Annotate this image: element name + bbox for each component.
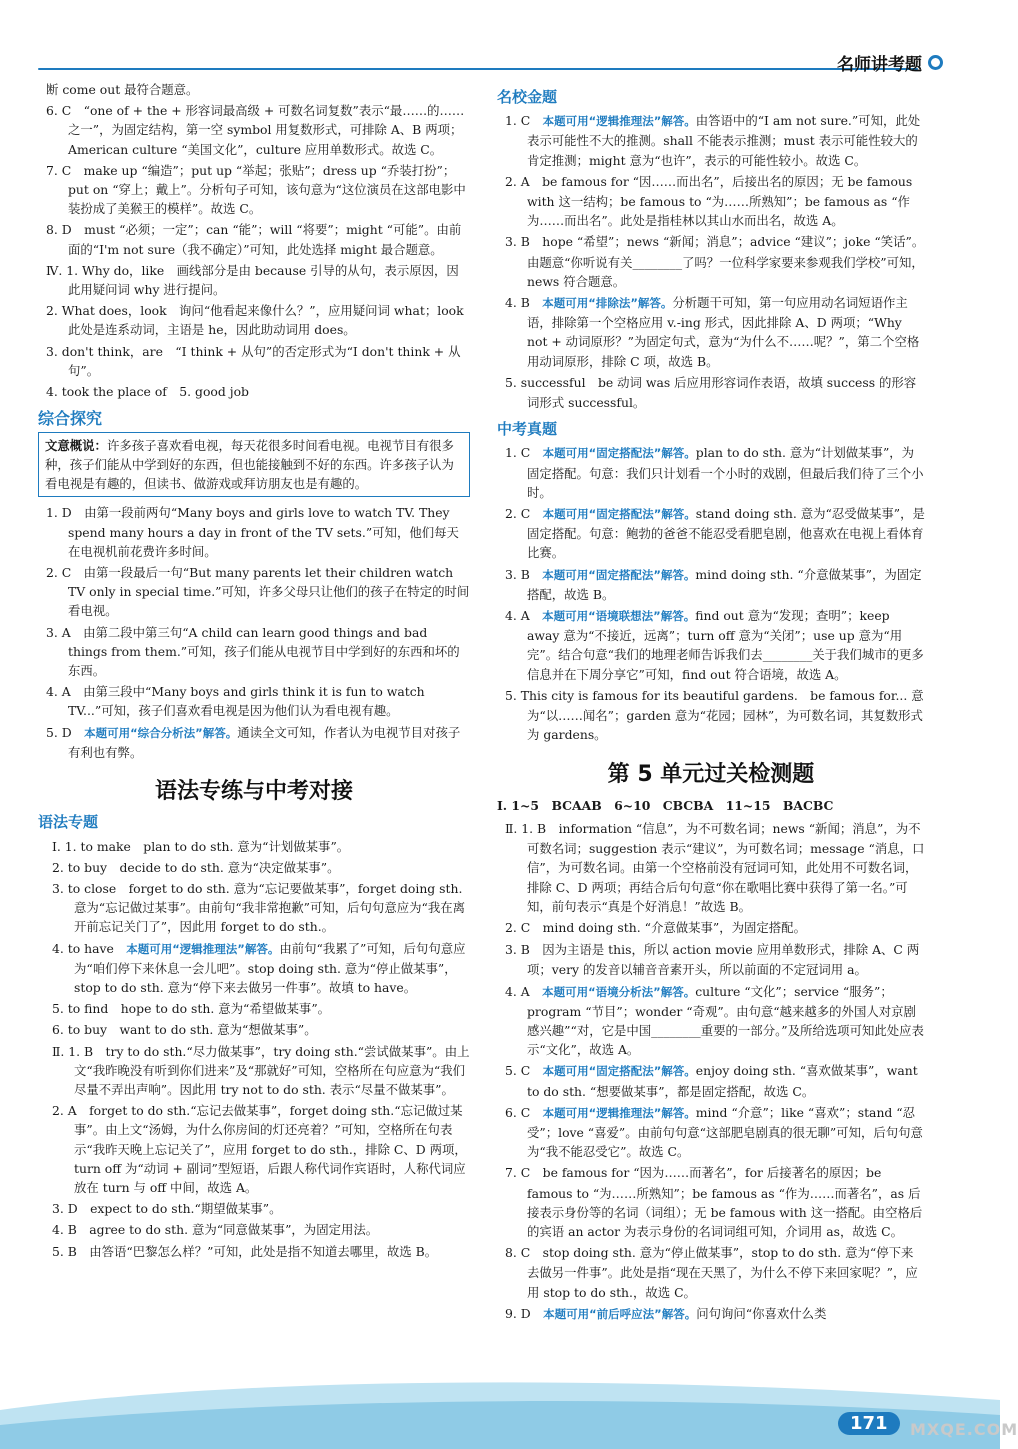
method-highlight: 本题可用“逻辑推理法”解答。 [542,1105,696,1120]
explore-list [38,503,470,720]
real-exam-list [497,443,925,744]
item-text: 通读全文可知，作者认为电视节目对孩子有利也有弊。 [68,724,461,760]
grammar-list-2 [38,999,470,1261]
list-item: 4. A 由第三段中“Many boys and girls think it is fun to watch TV...”可知，孩子们喜欢看电视是因为他们认为看电视有趣。 [46,684,425,719]
summary-text: 许多孩子喜欢看电视，每天花很多时间看电视。电视节目有很多种，孩子们能从中学到好的东西，但也能接触到不好的东西。许多孩子认为看电视是有趣的，但读书、做游戏或拜访朋友也是有趣的。 [45,438,454,492]
item-text: culture “文化”；service “服务”；program “节目”；wonder “奇观”。由句意“越来越多的外国人对京剧感兴趣”“对，它是中国________重要的一部分。”及所给选项可知此处应表示“文化”，故选 A。 [527,983,924,1058]
list-item [497,373,925,412]
list-item [497,686,925,745]
list-item [497,565,925,604]
list-item: 7. C make up “编造”；put up “举起；张贴”；dress up “乔装打扮”；put on “穿上；戴上”。分析句子可知，该句意为“这位演员在这部电影中装扮成了美猴王的模样”。故选 C。 [46,162,466,217]
list-item [497,1243,925,1302]
unit-test-title: 第 5 单元过关检测题 [607,761,815,787]
list-item [497,819,925,916]
grammar-item-4 [38,939,470,998]
item-text: 问句询问“你喜欢什么类 [696,1305,827,1321]
footer-wave [0,1370,1000,1449]
item-text: be famous for “因为……而著名”，for 后接著名的原因；be famous to “为……所熟知”；be famous as “作为……而著名”，as 后接表示身份等的名词（词组）；无 be famous with 这一搭配。由空格后的宾语 an actor 为表示身份的名词词组可知，介词用 as，故选 C。 [527,1165,923,1239]
item-text: find out 意为“发现；查明”；keep away 意为“不接近，远离”；turn off 意为“关闭”；use up 意为“用完”。结合句意“我们的地理老师告诉我们去________关于我们城市的更多信息并在下周分享它”可知，find out 符合语境，故选 A。 [527,608,924,682]
list-item [497,232,925,291]
item-text: 由答语中的“I am not sure.”可知，此处表示可能性不大的推测。shall 不能表示推测；must 表示可能性较大的肯定推测；might 意为“也许”，表示的可能性较小。故选 C。 [527,113,921,168]
item-prefix: 3. B [505,566,543,582]
item-prefix: 4. to have [52,940,127,956]
item-prefix: 5. successful [505,374,598,390]
method-highlight: 本题可用“排除法”解答。 [542,296,673,311]
list-item: Ⅰ. 1. to make plan to do sth. 意为“计划做某事”。 [52,838,350,854]
list-item [497,1304,925,1324]
list-item [497,982,925,1060]
watermark: MXQE.COM [910,1420,1018,1439]
list-item [497,443,925,502]
item-text: mind “介意”；like “喜欢”；stand “忍受”；love “喜爱”。由前句句意“这部肥皂剧真的很无聊”可知，后句句意为“我不能忍受它”。故选 C。 [527,1104,923,1160]
list-item: 3. D expect to do sth.“期望做某事”。 [52,1201,282,1217]
list-item: 5. to find hope to do sth. 意为“希望做某事”。 [52,1001,331,1017]
explore-item-5 [38,723,470,762]
famous-school-list [497,111,925,412]
method-highlight: 本题可用“逻辑推理法”解答。 [126,941,280,956]
left-column [38,80,470,1263]
item-prefix: 9. D [505,1305,544,1321]
item-text: mind doing sth. “介意做某事”，为固定搭配。 [542,919,806,935]
item-prefix: 6. C [505,1104,543,1120]
method-highlight: 本题可用“前后呼应法”解答。 [543,1306,697,1321]
method-highlight: 本题可用“固定搭配法”解答。 [542,1064,696,1079]
list-item: 6. to buy want to do sth. 意为“想做某事”。 [52,1022,317,1038]
method-highlight: 本题可用“综合分析法”解答。 [84,725,238,740]
item-text: 由前句“我累了”可知，后句句意应为“咱们停下来休息一会儿吧”。stop doing sth. 意为“停止做某事”，stop to do sth. 意为“停下来去做另一件事”。故填 to have。 [74,940,466,995]
header-rule [38,68,918,70]
list-item [497,940,925,979]
left-top-list [38,80,470,401]
list-item: Ⅳ. 1. Why do，like 画线部分是由 because 引导的从句，表示原因，因此用疑问词 why 进行提问。 [46,262,459,298]
item-text: stop doing sth. 意为“停止做某事”，stop to do sth. 意为“停下来去做另一件事”。此处是指“现在天黑了，为什么不停下来回家呢？”，应用 stop to do sth.，故选 C。 [527,1245,918,1300]
method-highlight: 本题可用“固定搭配法”解答。 [542,507,696,522]
list-item: 2. A forget to do sth.“忘记去做某事”，forget doing sth.“忘记做过某事”。由上文“汤姆，为什么你房间的灯还亮着？”可知，空格所在句表示“我昨天晚上忘记关了”，应用 forget to do sth.，排除 C、D 两项，turn off 为“动词 + 副词”型短语，后跟人称代词作宾语时，人称代词应放在 turn 与 off 中间，故选 A。 [52,1103,467,1195]
item-prefix: 1. C [505,445,543,461]
list-item: 断 come out 最符合题意。 [46,82,199,97]
item-prefix: 4. B [505,295,543,311]
list-item: 6. C “one of + the + 形容词最高级 + 可数名词复数”表示“最……的……之一”，为固定结构，第一空 symbol 用复数形式，可排除 A、B 两项；American culture “美国文化”，culture 应用单数形式。故选 C。 [46,103,465,157]
item-prefix: 3. B [505,234,543,250]
item-prefix: 4. A [505,608,543,624]
item-prefix: 4. A [505,983,543,999]
item-prefix: 2. A [505,173,543,189]
item-prefix: 5. D [46,724,85,740]
list-item [497,1163,925,1241]
method-highlight: 本题可用“固定搭配法”解答。 [542,567,696,582]
list-item: 3. don't think，are “I think + 从句”的否定形式为“I don't think + 从句”。 [46,343,461,378]
item-text: be famous for... 意为“以……闻名”；garden 意为“花园；园林”，为可数名词，其复数形式为 gardens。 [527,687,924,743]
item-text: 因为主语是 this，所以 action movie 应用单数形式，排除 A、C 两项；very 的发音以辅音音素开头，所以前面的不定冠词用 a。 [527,942,920,978]
item-text: stand doing sth. 意为“忍受做某事”，是固定搭配。句意：鲍勃的爸爸不能忍受看肥皂剧，他喜欢在电视上看体育比赛。 [527,506,925,561]
item-text: hope “希望”；news “新闻；消息”；advice “建议”；joke “笑话”。由题意“你听说有关________了吗？一位科学家要来参观我们学校”可知，news 符合题意。 [527,234,925,289]
list-item [497,918,925,938]
item-text: enjoy doing sth. “喜欢做某事”，want to do sth. “想要做某事”，都是固定搭配，故选 C。 [527,1063,918,1099]
item-text: 分析题干可知，第一句应用动名词短语作主语，排除第一个空格应用 v.-ing 形式，因此排除 A、D 两项；“Why not + 动词原形？”为固定句式，意为“为什么不……呢？”，第二个空格用动词原形，排除 C 项，故选 B。 [527,295,920,369]
list-item: 8. D must “必须；一定”；can “能”；will “将要”；might “可能”。由前面的“I'm not sure（我不确定）”可知，此处选择 might 最合题意。 [46,222,462,257]
section-heading-grammar: 语法专题 [38,813,99,832]
list-item [497,111,925,170]
right-column [497,80,925,1326]
item-prefix: 3. B [505,942,543,958]
method-highlight: 本题可用“语境联想法”解答。 [542,609,696,624]
item-text: be famous for “因……而出名”，后接出名的原因；无 be famous with 这一结构；be famous to “为……所熟知”；be famous as “作为……而出名”。此处是指桂林以其山水而出名，故选 A。 [527,173,913,229]
answer-key-line: Ⅰ. 1~5 BCAAB 6~10 CBCBA 11~15 BACBC [497,797,834,813]
item-prefix: 7. C [505,1165,543,1181]
list-item [497,606,925,684]
list-item [497,1061,925,1100]
method-highlight: 本题可用“固定搭配法”解答。 [542,446,696,461]
list-item: 4. took the place of 5. good job [46,384,249,400]
method-highlight: 本题可用“语境分析法”解答。 [542,984,696,999]
list-item [497,293,925,371]
list-item: 2. What does，look 询问“他看起来像什么？”，应用疑问词 what；look 此处是连系动词，主语是 he，因此助动词用 does。 [46,303,464,338]
list-item: 3. to close forget to do sth. 意为“忘记要做某事”，forget doing sth. 意为“忘记做过某事”。由前句“我非常抱歉”可知，后句句意应为“我在离开前忘记关门了”，因此用 forget to do sth.。 [52,880,466,935]
running-header-title: 名师讲考题 [837,55,922,75]
chapter-title: 语法专练与中考对接 [154,779,353,805]
section-heading-real-exam: 中考真题 [497,420,558,439]
summary-label: 文意概说： [45,438,107,454]
item-text: plan to do sth. 意为“计划做某事”，为固定搭配。句意：我们只计划看一个小时的戏剧，但最后我们待了三个小时。 [527,445,924,500]
circle-icon [928,55,943,70]
section-heading-famous-schools: 名校金题 [497,88,558,106]
item-prefix: 5. C [505,1063,543,1079]
item-text: information “信息”，为不可数名词；news “新闻；消息”，为不可数名词；suggestion 表示“建议”，为可数名词；message “消息，口信”，为可数名词。由第一个空格前没有冠词可知，此处用不可数名词，排除 C、D 两项；再结合后句句意“你在歌唱比赛中获得了第一名。”可知，前句表示“真是个好消息！”故选 B。 [527,820,925,914]
list-item: 3. A 由第二段中第三句“A child can learn good things and bad things from them.”可知，孩子们能从电视节目中学到好的东西和坏的东西。 [46,624,460,679]
list-item [497,504,925,563]
item-prefix: 1. C [505,113,543,129]
item-prefix: 2. C [505,506,543,522]
list-item: 1. D 由第一段前两句“Many boys and girls love to watch TV. They spend many hours a day in front of the TV sets.”可知，他们每天在电视机前花费许多时间。 [46,505,459,559]
item-text: mind doing sth. “介意做某事”，为固定搭配，故选 B。 [527,566,922,602]
item-prefix: 5. This city is famous for its beautiful gardens. [505,687,811,703]
method-highlight: 本题可用“逻辑推理法”解答。 [542,114,696,129]
item-prefix: Ⅱ. 1. B [505,820,559,836]
list-item: Ⅱ. 1. B try to do sth.“尽力做某事”，try doing sth.“尝试做某事”。由上文“我昨晚没有听到你们进来”及“那就好”可知，空格所在句应意为“我们尽量不弄出声响”。因此用 try not to do sth. 表示“尽量不做某事”。 [52,1043,470,1097]
list-item: 2. to buy decide to do sth. 意为“决定做某事”。 [52,859,340,875]
list-item [497,172,925,231]
item-prefix: 8. C [505,1245,543,1261]
grammar-list [38,837,470,937]
summary-box [38,432,470,497]
list-item: 4. B agree to do sth. 意为“同意做某事”，为固定用法。 [52,1222,379,1238]
item-text: be 动词 was 后应用形容词作表语，故填 success 的形容词形式 successful。 [527,374,917,411]
list-item: 5. B 由答语“巴黎怎么样？”可知，此处是指不知道去哪里，故选 B。 [52,1243,438,1259]
list-item [497,1103,925,1162]
list-item: 2. C 由第一段最后一句“But many parents let their children watch TV only in special time.”可知，许多父母只让他们的孩子在特定的时间看电视。 [46,565,470,619]
page-number: 171 [838,1412,900,1435]
item-prefix: 2. C [505,919,543,935]
unit-test-list [497,819,925,1324]
section-heading-explore: 综合探究 [38,409,103,429]
